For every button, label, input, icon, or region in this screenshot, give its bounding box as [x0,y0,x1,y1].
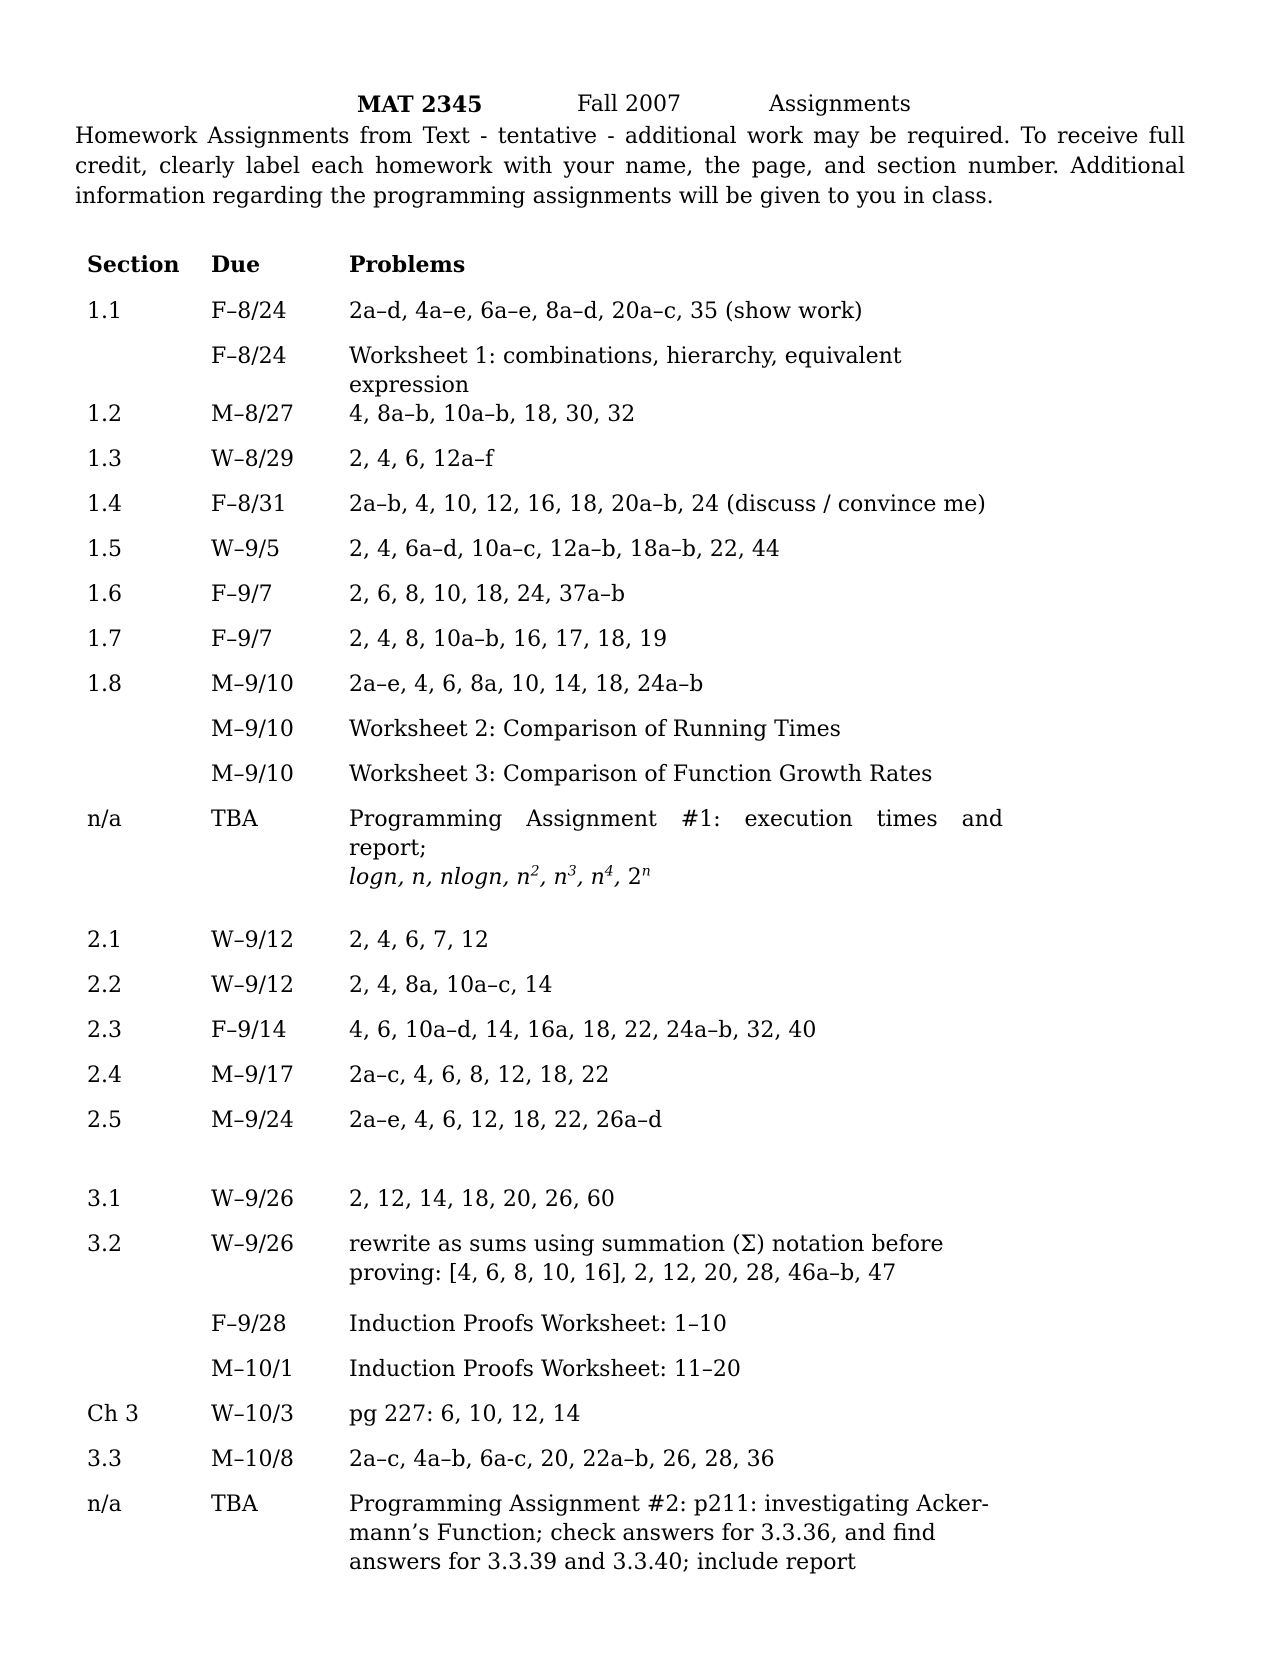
row-due: M–9/24 [211,1108,294,1133]
row-due: W–9/26 [211,1187,295,1212]
row-section: 1.8 [87,672,122,697]
row-section: 2.1 [87,928,122,953]
row-due: M–9/10 [211,672,294,697]
row-due: F–8/31 [211,492,287,517]
programming-assignment-1-text: Programming Assignment #1: execution times and report; [349,807,1003,861]
row-section [87,1355,211,1400]
document-heading [75,92,1185,122]
row-section: Ch 3 [87,1402,139,1427]
row-problems: 2a–c, 4a–b, 6a-c, 20, 22a–b, 26, 28, 36 [349,1447,775,1472]
row-section: 1.1 [87,299,122,324]
row-section [87,715,211,760]
table-row [87,971,1003,1016]
formula-term-nlogn: nlogn [439,865,503,890]
row-due: W–9/26 [211,1232,295,1257]
formula-base-n4: n [590,865,605,890]
table-row [87,1445,1003,1490]
table-row [87,490,1003,535]
row-problems: 2a–e, 4, 6, 8a, 10, 14, 18, 24a–b [349,672,704,697]
document-kind: Assignments [769,92,911,117]
row-due: F–9/7 [211,582,273,607]
row-due: TBA [211,807,258,832]
row-problems: 2, 12, 14, 18, 20, 26, 60 [349,1187,615,1212]
assignment-document [75,92,1185,1577]
table-row [87,625,1003,670]
table-row [87,1061,1003,1106]
course-code: MAT 2345 [357,92,483,118]
formula-term-logn: logn [349,865,398,890]
table-row [87,1310,1003,1355]
row-problems: 2, 4, 6a–d, 10a–c, 12a–b, 18a–b, 22, 44 [349,537,780,562]
row-section: 2.2 [87,973,122,998]
row-problems: Induction Proofs Worksheet: 1–10 [349,1312,727,1337]
row-problems: 2a–c, 4, 6, 8, 12, 18, 22 [349,1063,610,1088]
row-section: 3.1 [87,1187,122,1212]
row-due: F–8/24 [211,344,287,369]
term: Fall 2007 [577,92,681,117]
row-due: M–10/8 [211,1447,294,1472]
table-row [87,342,1003,400]
row-section: 1.6 [87,582,122,607]
row-problems: 4, 8a–b, 10a–b, 18, 30, 32 [349,402,636,427]
table-row [87,1400,1003,1445]
row-due: M–8/27 [211,402,294,427]
row-section: 2.4 [87,1063,122,1088]
complexity-formula: logn, n, nlogn, $n^2$, $n^3$, $n^4$, 2$^n$ [349,863,651,890]
row-section [87,342,211,400]
formula-base-2n: 2 [627,865,642,890]
formula-base-n2: n [516,865,531,890]
row-due: F–9/7 [211,627,273,652]
row-problems: 2a–e, 4, 6, 12, 18, 22, 26a–d [349,1108,663,1133]
table-row [87,1185,1003,1230]
table-row [87,805,1003,892]
row-due: W–9/12 [211,928,295,953]
table-row [87,1230,1003,1310]
row-problems: Induction Proofs Worksheet: 11–20 [349,1357,741,1382]
row-problems: Worksheet 3: Comparison of Function Growth Rates [349,762,933,787]
intro-paragraph: Homework Assignments from Text - tentative - additional work may be required. To receive full credit, clearly label each homework with your name, the page, and section number. Additional information regarding the programming assignments will be given to you in class. [75,124,1185,209]
row-due: W–9/12 [211,973,295,998]
row-section: 1.5 [87,537,122,562]
table-row [87,535,1003,580]
row-section [87,1310,211,1355]
header-due: Due [211,252,261,278]
table-row [87,1016,1003,1061]
row-problems [349,805,1003,892]
formula-base-n3: n [553,865,568,890]
row-section: n/a [87,807,122,832]
row-section [87,760,211,805]
row-section: 2.3 [87,1018,122,1043]
assignments-table [87,252,1003,1577]
row-section: 1.3 [87,447,122,472]
row-due: W–10/3 [211,1402,295,1427]
row-due: W–8/29 [211,447,295,472]
table-row [87,670,1003,715]
table-row [87,400,1003,445]
row-due: W–9/5 [211,537,281,562]
row-problems: Worksheet 2: Comparison of Running Times [349,717,841,742]
table-row [87,760,1003,805]
row-due: F–9/28 [211,1312,287,1337]
row-problems: 2, 6, 8, 10, 18, 24, 37a–b [349,582,626,607]
formula-exp-2n: n [641,863,651,880]
formula-exp-n4: 4 [604,863,614,880]
table-header-row [87,252,1003,297]
row-problems: 2, 4, 8, 10a–b, 16, 17, 18, 19 [349,627,668,652]
row-due: M–9/10 [211,762,294,787]
row-section: 3.2 [87,1232,122,1257]
table-row [87,1490,1003,1577]
formula-term-n: n [411,865,426,890]
row-section: 3.3 [87,1447,122,1472]
row-due: M–9/10 [211,717,294,742]
row-section: n/a [87,1492,122,1517]
section-spacer [87,892,1003,926]
row-section: 2.5 [87,1108,122,1133]
table-row [87,297,1003,342]
row-problems: 4, 6, 10a–d, 14, 16a, 18, 22, 24a–b, 32, 40 [349,1018,817,1043]
row-section: 1.4 [87,492,122,517]
header-section: Section [87,252,180,278]
row-problems: 2a–b, 4, 10, 12, 16, 18, 20a–b, 24 (discuss / convince me) [349,492,986,517]
row-problems: 2, 4, 6, 7, 12 [349,928,489,953]
table-row [87,715,1003,760]
table-row [87,445,1003,490]
row-problems: rewrite as sums using summation (Σ) notation before proving: [4, 6, 8, 10, 16], 2, 12, 20, 28, 46a–b, 47 [349,1232,944,1286]
row-due: M–10/1 [211,1357,294,1382]
row-section: 1.2 [87,402,122,427]
row-problems: 2a–d, 4a–e, 6a–e, 8a–d, 20a–c, 35 (show work) [349,299,863,324]
row-problems: Worksheet 1: combinations, hierarchy, equivalent expression [349,344,902,398]
table-row [87,926,1003,971]
row-due: M–9/17 [211,1063,294,1088]
row-due: TBA [211,1492,258,1517]
row-problems: 2, 4, 8a, 10a–c, 14 [349,973,553,998]
formula-exp-n3: 3 [567,863,577,880]
row-due: F–8/24 [211,299,287,324]
row-due: F–9/14 [211,1018,287,1043]
table-row [87,580,1003,625]
table-row [87,1106,1003,1151]
formula-exp-n2: 2 [530,863,540,880]
header-problems: Problems [349,252,466,278]
row-problems: 2, 4, 6, 12a–f [349,447,494,472]
section-spacer [87,1151,1003,1185]
row-problems: pg 227: 6, 10, 12, 14 [349,1402,581,1427]
table-row [87,1355,1003,1400]
row-section: 1.7 [87,627,122,652]
row-problems: Programming Assignment #2: p211: investigating Acker-mann’s Function; check answers for 3.3.36, and find answers for 3.3.39 and 3.3.40; include report [349,1492,989,1575]
